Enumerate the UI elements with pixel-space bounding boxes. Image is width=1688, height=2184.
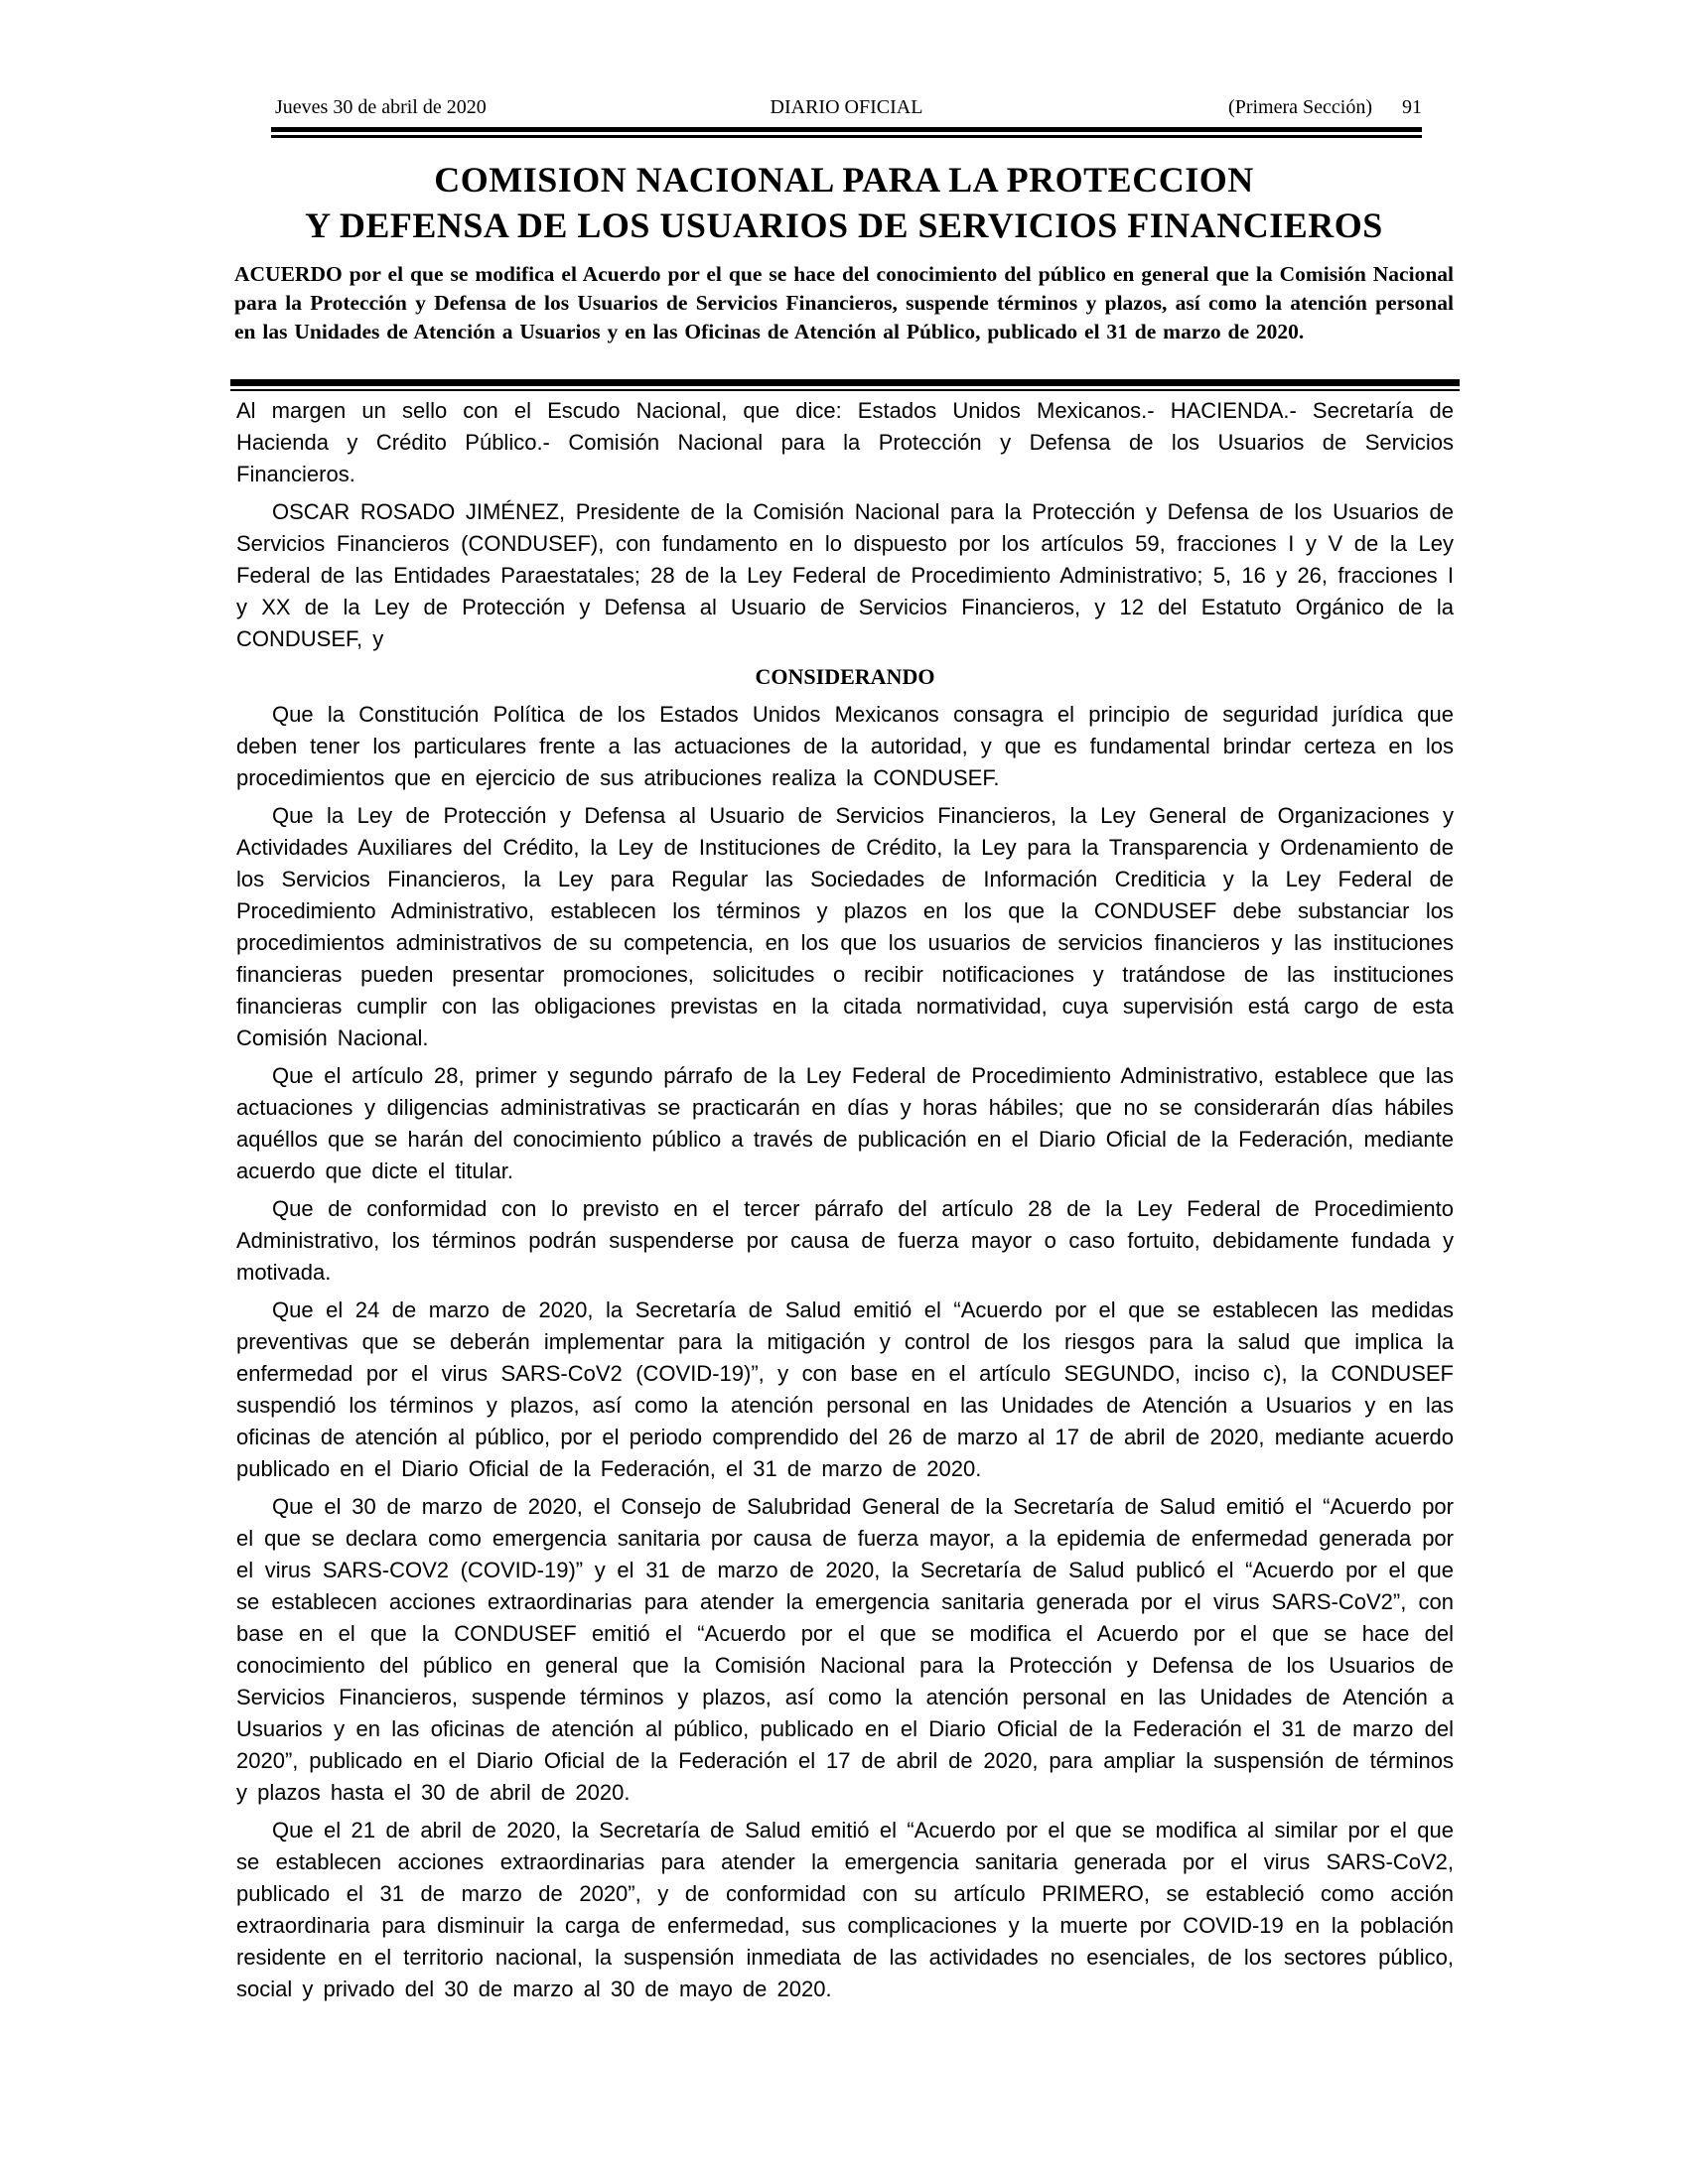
considerando-paragraph-1: Que la Constitución Política de los Estados Unidos Mexicanos consagra el principio de seguridad jurídica que deben tener los particulares frente a las actuaciones de la autoridad, y que es fundamental brindar certeza en los procedimientos que en ejercicio de sus atribuciones realiza la CONDUSEF. <box>236 702 1454 790</box>
president-paragraph: OSCAR ROSADO JIMÉNEZ, Presidente de la Comisión Nacional para la Protección y Defensa de los Usuarios de Servicios Financieros (CONDUSEF), con fundamento en lo dispuesto por los artículos 59, fracciones I y V de la Ley Federal de las Entidades Paraestatales; 28 de la Ley Federal de Procedimiento Administrativo; 5, 16 y 26, fracciones I y XX de la Ley de Protección y Defensa al Usuario de Servicios Financieros, y 12 del Estatuto Orgánico de la CONDUSEF, y <box>236 499 1454 651</box>
header-page-number: 91 <box>1402 96 1422 118</box>
considerando-paragraph-4: Que de conformidad con lo previsto en el tercer párrafo del artículo 28 de la Ley Federal de Procedimiento Administrativo, los términos podrán suspenderse por causa de fuerza mayor o caso fortuito, debidamente fundada y motivada. <box>236 1196 1454 1285</box>
considerando-paragraph-5: Que el 24 de marzo de 2020, la Secretaría de Salud emitió el “Acuerdo por el que se establecen las medidas preventivas que se deberán implementar para la mitigación y control de los riesgos para la salud que implica la enfermedad por el virus SARS-CoV2 (COVID-19)”, y con base en el artículo SEGUNDO, inciso c), la CONDUSEF suspendió los términos y plazos, así como la atención personal en las Unidades de Atención a Usuarios y en las oficinas de atención al público, por el periodo comprendido del 26 de marzo al 17 de abril de 2020, mediante acuerdo publicado en el Diario Oficial de la Federación, el 31 de marzo de 2020. <box>236 1297 1454 1481</box>
decree-body <box>236 395 1454 2011</box>
summary-separator-rule <box>230 379 1460 391</box>
agency-title-line2: Y DEFENSA DE LOS USUARIOS DE SERVICIOS FINANCIEROS <box>305 205 1383 245</box>
separator-thin-bar <box>230 389 1460 391</box>
separator-thick-bar <box>230 379 1460 386</box>
header-section-label: (Primera Sección) <box>1228 96 1372 118</box>
decree-summary: ACUERDO por el que se modifica el Acuerdo por el que se hace del conocimiento del público en general que la Comisión Nacional para la Protección y Defensa de los Usuarios de Servicios Financieros, suspende términos y plazos, así como la atención personal en las Unidades de Atención a Usuarios y en las Oficinas de Atención al Público, publicado el 31 de marzo de 2020. <box>234 262 1454 343</box>
considerando-paragraph-6: Que el 30 de marzo de 2020, el Consejo de Salubridad General de la Secretaría de Salud emitió el “Acuerdo por el que se declara como emergencia sanitaria por causa de fuerza mayor, a la epidemia de enfermedad generada por el virus SARS-COV2 (COVID-19)” y el 31 de marzo de 2020, la Secretaría de Salud publicó el “Acuerdo por el que se establecen acciones extraordinarias para atender la emergencia sanitaria generada por el virus SARS-CoV2”, con base en el que la CONDUSEF emitió el “Acuerdo por el que se modifica el Acuerdo por el que se hace del conocimiento del público en general que la Comisión Nacional para la Protección y Defensa de los Usuarios de Servicios Financieros, suspende términos y plazos, así como la atención personal en las Unidades de Atención a Usuarios y en las oficinas de atención al público, publicado en el Diario Oficial de la Federación el 31 de marzo del 2020”, publicado en el Diario Oficial de la Federación el 17 de abril de 2020, para ampliar la suspensión de términos y plazos hasta el 30 de abril de 2020. <box>236 1494 1454 1805</box>
seal-paragraph: Al margen un sello con el Escudo Nacional, que dice: Estados Unidos Mexicanos.- HACIENDA.- Secretaría de Hacienda y Crédito Público.- Comisión Nacional para la Protección y Defensa de los Usuarios de Servicios Financieros. <box>236 398 1454 486</box>
considerando-heading: CONSIDERANDO <box>755 664 935 689</box>
header-publication-name: DIARIO OFICIAL <box>770 96 923 118</box>
header-right-group <box>1228 95 1422 119</box>
header-date: Jueves 30 de abril de 2020 <box>275 96 487 118</box>
agency-title <box>0 157 1688 248</box>
considerando-paragraph-3: Que el artículo 28, primer y segundo párrafo de la Ley Federal de Procedimiento Administrativo, establece que las actuaciones y diligencias administrativas se practicarán en días y horas hábiles; que no se considerarán días hábiles aquéllos que se harán del conocimiento público a través de publicación en el Diario Oficial de la Federación, mediante acuerdo que dicte el titular. <box>236 1063 1454 1183</box>
running-head <box>271 95 1422 121</box>
considerando-paragraph-7: Que el 21 de abril de 2020, la Secretaría de Salud emitió el “Acuerdo por el que se modifica al similar por el que se establecen acciones extraordinarias para atender la emergencia sanitaria generada por el virus SARS-CoV2, publicado el 31 de marzo de 2020”, y de conformidad con su artículo PRIMERO, se estableció como acción extraordinaria para disminuir la carga de enfermedad, sus complicaciones y la muerte por COVID-19 en la población residente en el territorio nacional, la suspensión inmediata de las actividades no esenciales, de los sectores público, social y privado del 30 de marzo al 30 de mayo de 2020. <box>236 1818 1454 2001</box>
header-double-rule <box>271 127 1422 138</box>
agency-title-line1: COMISION NACIONAL PARA LA PROTECCION <box>434 160 1254 200</box>
considerando-paragraph-2: Que la Ley de Protección y Defensa al Usuario de Servicios Financieros, la Ley General de Organizaciones y Actividades Auxiliares del Crédito, la Ley de Instituciones de Crédito, la Ley para la Transparencia y Ordenamiento de los Servicios Financieros, la Ley para Regular las Sociedades de Información Crediticia y la Ley Federal de Procedimiento Administrativo, establecen los términos y plazos en los que la CONDUSEF debe substanciar los procedimientos administrativos de su competencia, en los que los usuarios de servicios financieros y las instituciones financieras pueden presentar promociones, solicitudes o recibir notificaciones y tratándose de las instituciones financieras cumplir con las obligaciones previstas en la citada normatividad, cuya supervisión está cargo de esta Comisión Nacional. <box>236 803 1454 1050</box>
